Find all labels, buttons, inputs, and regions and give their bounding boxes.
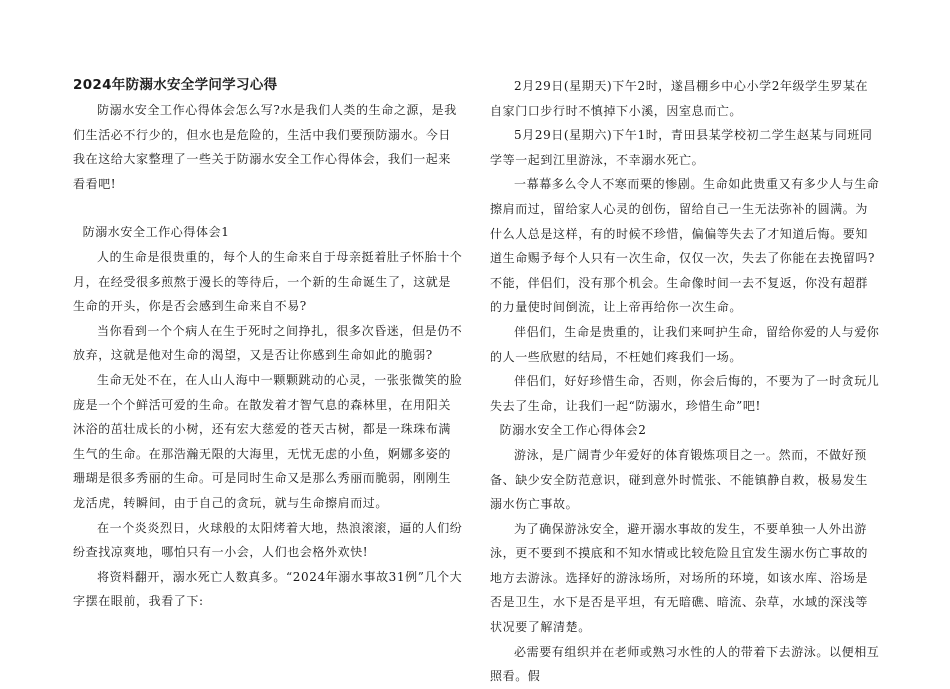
right-column [490,74,880,689]
paragraph: 游泳，是广阔青少年爱好的体育锻炼项目之一。然而，不做好预备、缺少安全防范意识，碰到意外时慌张、不能镇静自救，极易发生溺水伤亡事故。 [490,447,869,512]
section-heading-2: 防溺水安全工作心得体会2 [499,423,647,438]
paragraph: 伴侣们，好好珍惜生命，否则，你会后悔的，不要为了一时贪玩儿失去了生命，让我们一起“防溺水，珍惜生命”吧! [490,374,880,413]
paragraph: 人的生命是很贵重的，每个人的生命来自于母亲挺着肚子怀胎十个月，在经受很多煎熬于漫长的等待后，一个新的生命诞生了，这就是生命的开头，你是否会感到生命来自不易? [73,249,463,314]
paragraph: 一幕幕多么令人不寒而栗的惨剧。生命如此贵重又有多少人与生命擦肩而过，留给家人心灵的创伤，留给自己一生无法弥补的圆满。为什么人总是这样，有的时候不珍惜，偏偏等失去了才知道后悔。要知道生命赐予每个人只有一次生命，仅仅一次，失去了你能在去挽留吗?不能，伴侣们，没有那个机会。生命像时间一去不复返，你没有超群的力量使时间倒流，让上帝再给你一次生命。 [490,177,880,315]
paragraph: 2月29日(星期天)下午2时，遂昌棚乡中心小学2年级学生罗某在自家门口步行时不慎掉下小溪，因室息而亡。 [490,79,869,118]
paragraph: 伴侣们，生命是贵重的，让我们来呵护生命，留给你爱的人与爱你的人一些欣慰的结局，不枉她们疼我们一场。 [490,324,880,364]
section-heading-1: 防溺水安全工作心得体会1 [82,225,230,240]
intro-paragraph: 防溺水安全工作心得体会怎么写?水是我们人类的生命之源，是我们生活必不行少的，但水也是危险的，生活中我们要预防溺水。今日我在这给大家整理了一些关于防溺水安全工作心得体会，我们一起来看看吧! [73,103,457,191]
spacer [73,196,463,220]
paragraph: 为了确保游泳安全，避开溺水事故的发生，不要单独一人外出游泳，更不要到不摸底和不知水情或比较危险且宜发生溺水伤亡事故的地方去游泳。选择好的游泳场所，对场所的环境，如该水库、浴场是否是卫生，水下是否是平坦，有无暗礁、暗流、杂草，水域的深浅等状况要了解清楚。 [490,521,869,635]
paragraph: 当你看到一个个病人在生于死时之间挣扎，很多次昏迷，但是仍不放弃，这就是他对生命的渴望，又是否让你感到生命如此的脆弱? [73,323,463,363]
paragraph: 将资料翻开，溺水死亡人数真多。“2024年溺水事故31例”几个大字摆在眼前，我看了下: [73,569,463,609]
paragraph: 在一个炎炎烈日，火球般的太阳烤着大地，热浪滚滚，逼的人们纷纷查找凉爽地，哪怕只有一小会，人们也会格外欢快! [73,520,463,560]
left-column [73,74,463,614]
document-title: 2024年防溺水安全学问学习心得 [73,77,278,93]
paragraph: 5月29日(星期六)下午1时，青田县某学校初二学生赵某与同班同学等一起到江里游泳，不幸溺水死亡。 [490,128,873,167]
paragraph: 生命无处不在，在人山人海中一颗颗跳动的心灵，一张张微笑的脸庞是一个个鲜活可爱的生命。在散发着才智气息的森林里，在用阳关沐浴的茁壮成长的小树，还有宏大慈爱的苍天古树，都是一珠珠布满生气的生命。在那浩瀚无限的大海里，无忧无虑的小鱼，婀娜多姿的珊瑚是很多秀丽的生命。可是同时生命又是那么秀丽而脆弱，刚刚生龙活虎，转瞬间，由于自己的贪玩，就与生命擦肩而过。 [73,372,463,510]
paragraph: 必需要有组织并在老师或熟习水性的人的带着下去游泳。以便相互照看。假 [490,644,880,684]
